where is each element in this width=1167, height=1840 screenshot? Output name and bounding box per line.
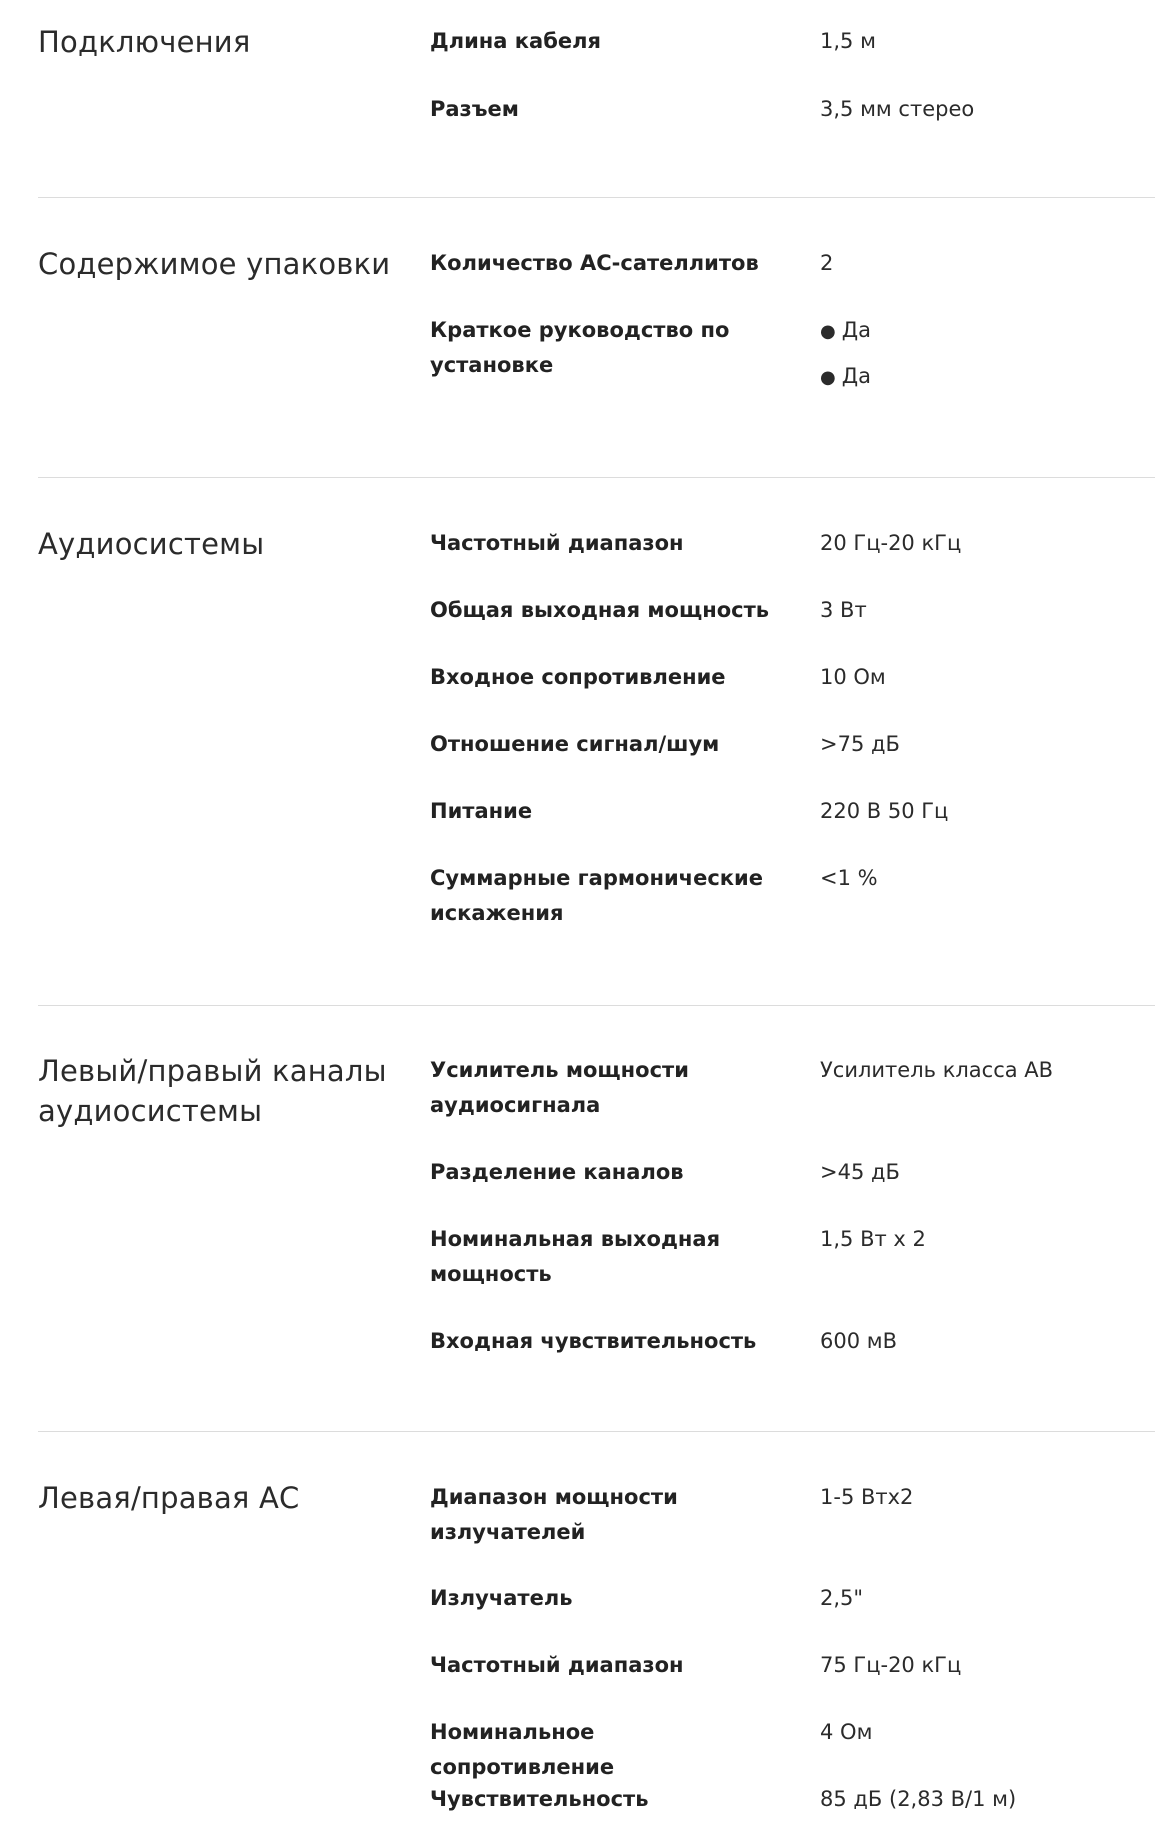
spec-label: Излучатель — [430, 1586, 573, 1610]
spec-value: 20 Гц-20 кГц — [820, 531, 962, 555]
spec-label: Отношение сигнал/шум — [430, 732, 720, 756]
spec-value: 600 мВ — [820, 1329, 898, 1353]
spec-label: Входная чувствительность — [430, 1329, 757, 1353]
spec-value: 3 Вт — [820, 598, 867, 622]
spec-value: 3,5 мм стерео — [820, 97, 975, 121]
bullet-icon: ● — [820, 367, 836, 388]
list-item-text: Да — [841, 364, 871, 388]
spec-label: Краткое руководство по установке — [430, 318, 730, 377]
spec-value: 75 Гц-20 кГц — [820, 1653, 962, 1677]
spec-value: >75 дБ — [820, 732, 900, 756]
spec-value: 2 — [820, 251, 834, 275]
spec-label: Чувствительность — [430, 1787, 649, 1811]
spec-value-list — [820, 313, 1155, 405]
list-item-text: Да — [841, 318, 871, 342]
spec-label: Частотный диапазон — [430, 531, 684, 555]
spec-value: 4 Ом — [820, 1720, 873, 1744]
spec-value: 1-5 Втх2 — [820, 1485, 914, 1509]
list-item — [820, 359, 1155, 405]
spec-value: 2,5" — [820, 1586, 864, 1610]
spec-value: <1 % — [820, 866, 878, 890]
spec-label: Длина кабеля — [430, 29, 601, 53]
spec-label: Входное сопротивление — [430, 665, 726, 689]
spec-label: Диапазон мощности излучателей — [430, 1485, 678, 1544]
spec-label: Разъем — [430, 97, 519, 121]
spec-label: Номинальная выходная мощность — [430, 1227, 721, 1286]
spec-label: Питание — [430, 799, 533, 823]
list-item — [820, 313, 1155, 359]
spec-value: Усилитель класса АВ — [820, 1058, 1054, 1082]
spec-label: Общая выходная мощность — [430, 598, 770, 622]
section-title: Левый/правый каналы аудиосистемы — [38, 1054, 387, 1128]
section-title: Содержимое упаковки — [38, 247, 391, 281]
spec-value: 220 В 50 Гц — [820, 799, 949, 823]
spec-label: Разделение каналов — [430, 1160, 684, 1184]
section-title: Подключения — [38, 25, 251, 59]
spec-label: Номинальное сопротивление — [430, 1720, 615, 1779]
section-divider — [38, 477, 1155, 478]
section-divider — [38, 1431, 1155, 1432]
spec-label: Частотный диапазон — [430, 1653, 684, 1677]
section-title: Левая/правая АС — [38, 1481, 300, 1515]
section-divider — [38, 1005, 1155, 1006]
bullet-icon: ● — [820, 321, 836, 342]
spec-label: Суммарные гармонические искажения — [430, 866, 763, 925]
spec-label: Количество АС-сателлитов — [430, 251, 759, 275]
section-title: Аудиосистемы — [38, 527, 265, 561]
spec-value: 1,5 Вт х 2 — [820, 1227, 926, 1251]
spec-label: Усилитель мощности аудиосигнала — [430, 1058, 689, 1117]
spec-value: 10 Ом — [820, 665, 886, 689]
spec-value: 1,5 м — [820, 29, 876, 53]
spec-value: 85 дБ (2,83 В/1 м) — [820, 1787, 1017, 1811]
section-divider — [38, 197, 1155, 198]
spec-value: >45 дБ — [820, 1160, 900, 1184]
